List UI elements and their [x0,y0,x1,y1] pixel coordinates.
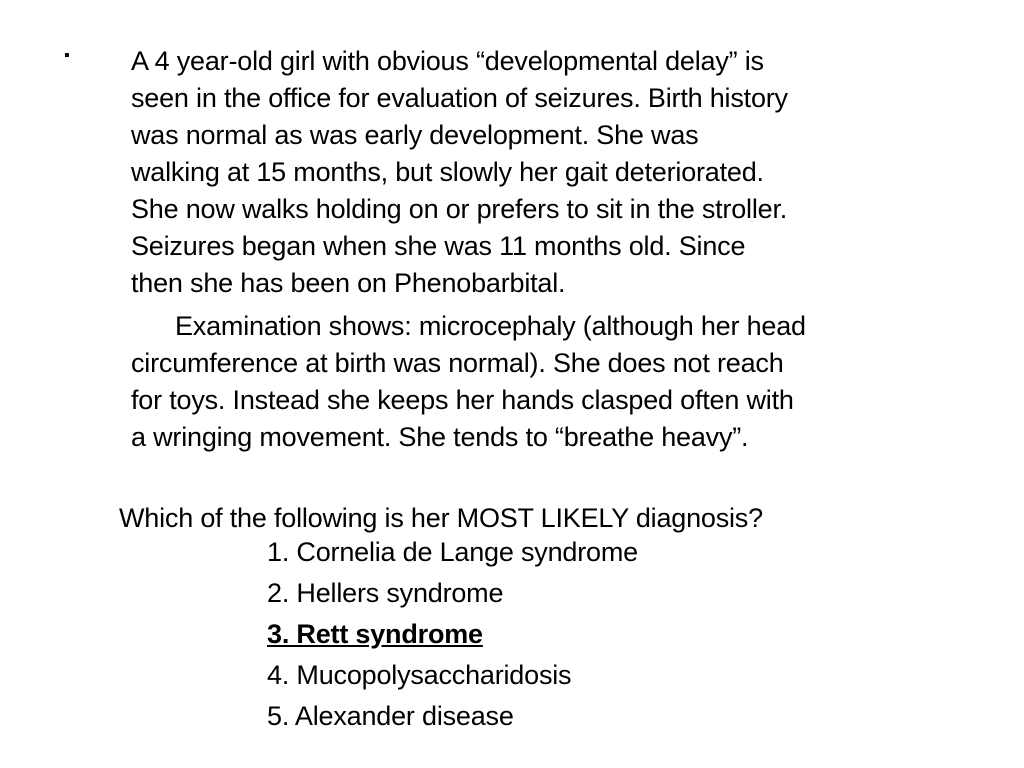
case-examination-paragraph: Examination shows: microcephaly (although her head circumference at birth was normal). She does not reach for toys. Instead she keeps her hands clasped often with a wringing movement. She tends to “breathe heavy”. [131,311,806,452]
answer-option-5: 5. Alexander disease [267,701,514,731]
answer-option-1: 1. Cornelia de Lange syndrome [267,537,638,567]
answer-option-4: 4. Mucopolysaccharidosis [267,660,572,690]
case-history-paragraph: A 4 year-old girl with obvious “developmental delay” is seen in the office for evaluation of seizures. Birth history was normal as was early development. She was walking at 15 months, but slowly her gait deteriorated. She now walks holding on or prefers to sit in the stroller. Seizures began when she was 11 months old. Since then she has been on Phenobarbital. [131,46,788,298]
answer-options-list [267,532,638,737]
answer-option-3-correct: 3. Rett syndrome [267,619,483,649]
bullet-square-icon: ▪ [64,47,70,64]
case-description [131,43,1001,456]
question-prompt: Which of the following is her MOST LIKELY diagnosis? [119,503,763,533]
answer-option-2: 2. Hellers syndrome [267,578,504,608]
